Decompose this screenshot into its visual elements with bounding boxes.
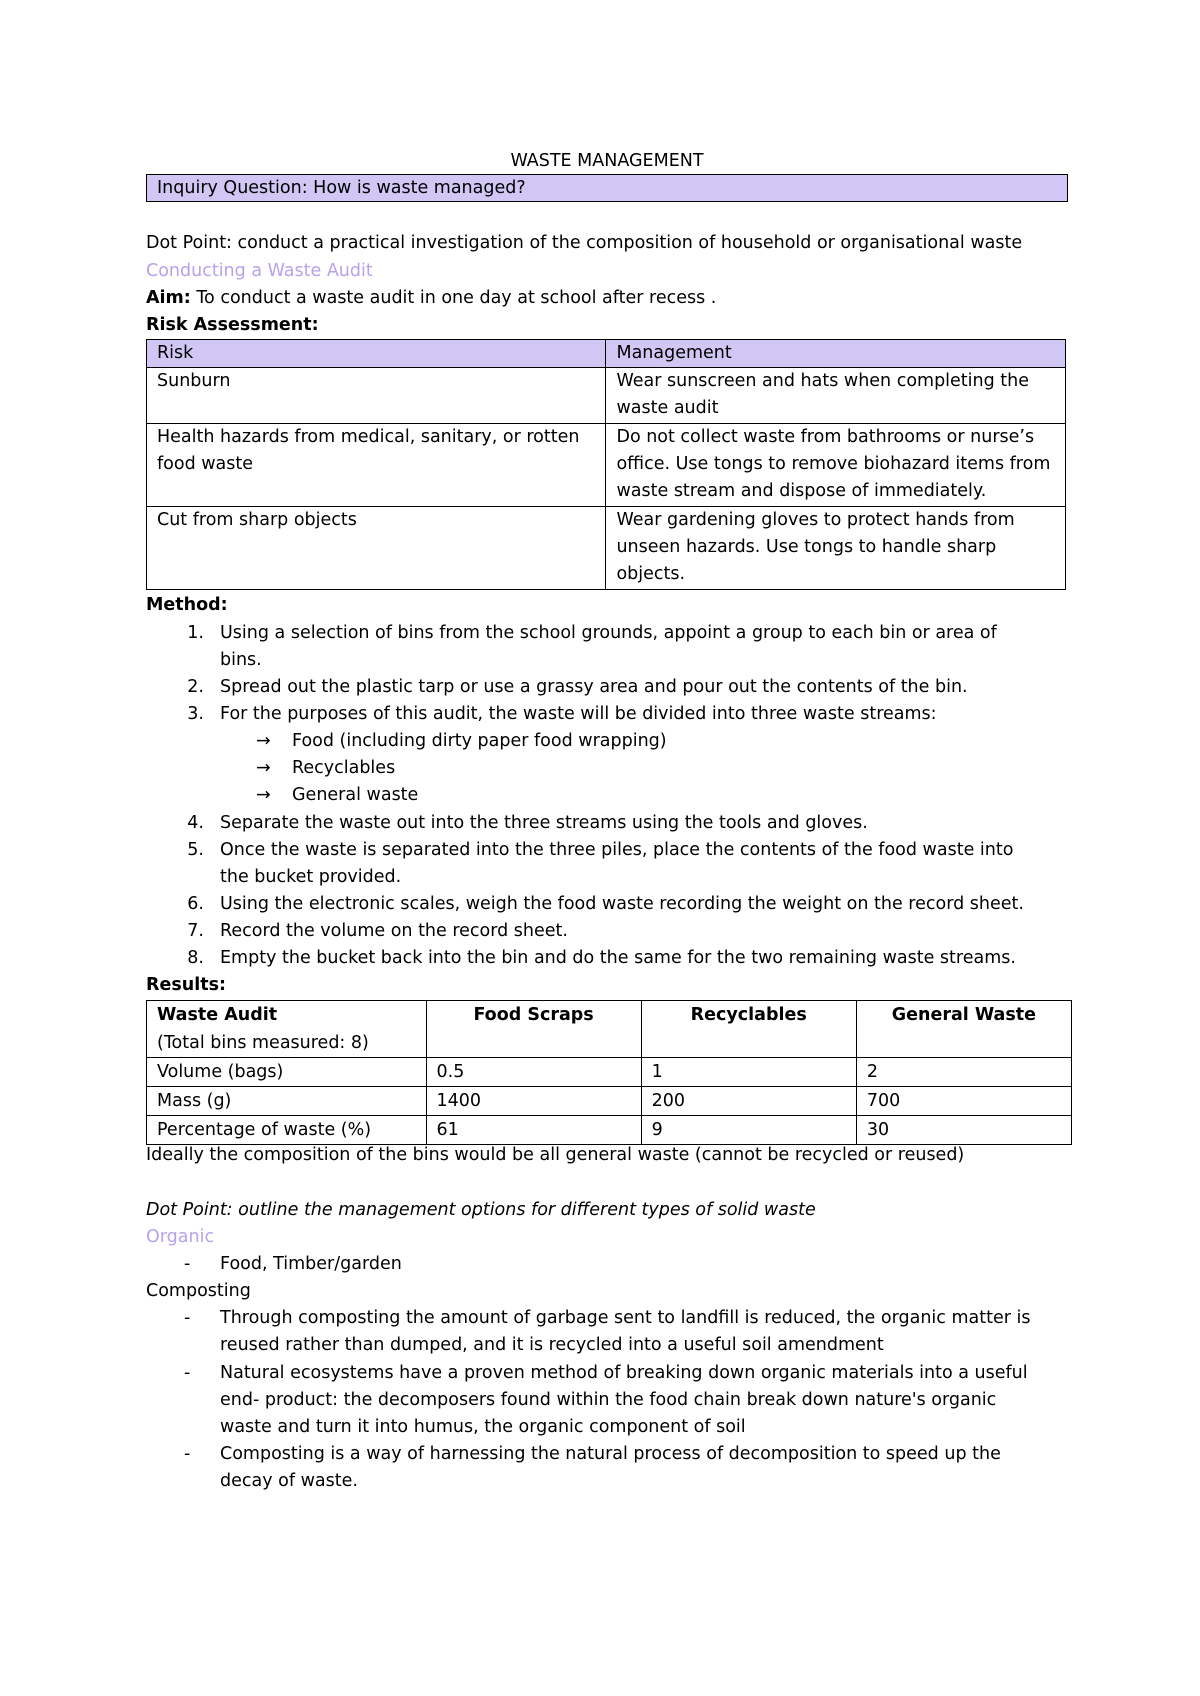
table-cell: 2 [856, 1058, 1071, 1087]
heading-waste-audit: Conducting a Waste Audit [146, 261, 373, 281]
dash-bullet: - [184, 1254, 191, 1274]
column-header: General Waste [856, 1001, 1071, 1058]
list-item: Composting is a way of harnessing the natural process of decomposition to speed up the [220, 1444, 1001, 1464]
heading-organic: Organic [146, 1227, 215, 1247]
stream-item: Recyclables [292, 758, 396, 778]
list-item: Natural ecosystems have a proven method of breaking down organic materials into a useful [220, 1363, 1028, 1383]
arrow-icon: → [256, 731, 271, 751]
column-header: Recyclables [641, 1001, 856, 1058]
list-number: 7. [187, 921, 204, 941]
list-number: 3. [187, 704, 204, 724]
aim-line [146, 285, 716, 313]
list-number: 1. [187, 623, 204, 643]
table-row [147, 1058, 1072, 1087]
dash-bullet: - [184, 1363, 191, 1383]
dot-point-text: conduct a practical investigation of the composition of household or organisational waste [231, 233, 1023, 253]
risk-cell: Health hazards from medical, sanitary, or rotten food waste [147, 424, 606, 507]
table-cell: 1400 [426, 1087, 641, 1116]
list-item: Record the volume on the record sheet. [220, 921, 568, 941]
risk-table-header [147, 340, 1066, 368]
list-item-continued: decay of waste. [220, 1471, 358, 1491]
list-item-continued: the bucket provided. [220, 867, 402, 887]
stream-item: Food (including dirty paper food wrapping) [292, 731, 667, 751]
inquiry-question-box: Inquiry Question: How is waste managed? [146, 174, 1068, 202]
management-cell: Do not collect waste from bathrooms or nurse’s office. Use tongs to remove biohazard items from waste stream and dispose of immediately. [606, 424, 1066, 507]
table-cell: 200 [641, 1087, 856, 1116]
list-item-continued: reused rather than dumped, and it is recycled into a useful soil amendment [220, 1335, 884, 1355]
column-header: Food Scraps [426, 1001, 641, 1058]
list-item: Using a selection of bins from the school grounds, appoint a group to each bin or area of [220, 623, 997, 643]
results-header-cell [147, 1001, 427, 1058]
composting-heading: Composting [146, 1281, 251, 1301]
page-title: WASTE MANAGEMENT [510, 151, 704, 171]
risk-cell: Cut from sharp objects [147, 507, 606, 590]
aim-label: Aim: [146, 288, 191, 308]
stream-item: General waste [292, 785, 419, 805]
list-number: 2. [187, 677, 204, 697]
dot-point-2: Dot Point: outline the management options for different types of solid waste [146, 1200, 816, 1220]
results-table [146, 1000, 1072, 1145]
management-header-cell: Management [606, 340, 1066, 368]
list-number: 4. [187, 813, 204, 833]
list-item: Empty the bucket back into the bin and do the same for the two remaining waste streams. [220, 948, 1016, 968]
table-row [147, 1116, 1072, 1145]
table-cell: 30 [856, 1116, 1071, 1145]
ideal-note: Ideally the composition of the bins would be all general waste (cannot be recycled or reused) [146, 1145, 965, 1165]
list-number: 5. [187, 840, 204, 860]
list-item: Through composting the amount of garbage sent to landfill is reduced, the organic matter is [220, 1308, 1031, 1328]
row-label: Volume (bags) [147, 1058, 427, 1087]
table-cell: 9 [641, 1116, 856, 1145]
risk-header-cell: Risk [147, 340, 606, 368]
table-row [147, 424, 1066, 507]
list-item: For the purposes of this audit, the waste will be divided into three waste streams: [220, 704, 937, 724]
table-cell: 700 [856, 1087, 1071, 1116]
list-item: Separate the waste out into the three streams using the tools and gloves. [220, 813, 868, 833]
management-cell: Wear gardening gloves to protect hands from unseen hazards. Use tongs to handle sharp objects. [606, 507, 1066, 590]
list-item-continued: bins. [220, 650, 262, 670]
table-row [147, 507, 1066, 590]
risk-cell: Sunburn [147, 368, 606, 424]
results-header-title: Waste Audit [157, 1005, 278, 1025]
results-heading: Results: [146, 975, 226, 995]
dash-bullet: - [184, 1308, 191, 1328]
dot-point-1 [146, 230, 1022, 258]
risk-table [146, 339, 1066, 590]
risk-assessment-heading: Risk Assessment: [146, 315, 319, 335]
table-row [147, 1087, 1072, 1116]
management-cell: Wear sunscreen and hats when completing the waste audit [606, 368, 1066, 424]
list-item: Spread out the plastic tarp or use a grassy area and pour out the contents of the bin. [220, 677, 968, 697]
arrow-icon: → [256, 785, 271, 805]
results-header-row [147, 1001, 1072, 1058]
aim-text: To conduct a waste audit in one day at school after recess . [190, 288, 717, 308]
method-heading: Method: [146, 595, 228, 615]
table-cell: 1 [641, 1058, 856, 1087]
dash-bullet: - [184, 1444, 191, 1464]
dot-point-label: Dot Point: [146, 233, 232, 253]
list-number: 8. [187, 948, 204, 968]
row-label: Percentage of waste (%) [147, 1116, 427, 1145]
table-cell: 61 [426, 1116, 641, 1145]
list-item-continued: waste and turn it into humus, the organic component of soil [220, 1417, 746, 1437]
arrow-icon: → [256, 758, 271, 778]
row-label: Mass (g) [147, 1087, 427, 1116]
list-item: Using the electronic scales, weigh the food waste recording the weight on the record sheet. [220, 894, 1024, 914]
results-header-sub: (Total bins measured: 8) [157, 1033, 369, 1053]
table-row [147, 368, 1066, 424]
table-cell: 0.5 [426, 1058, 641, 1087]
list-number: 6. [187, 894, 204, 914]
list-item: Food, Timber/garden [220, 1254, 402, 1274]
list-item: Once the waste is separated into the three piles, place the contents of the food waste into [220, 840, 1014, 860]
list-item-continued: end- product: the decomposers found within the food chain break down nature's organic [220, 1390, 997, 1410]
